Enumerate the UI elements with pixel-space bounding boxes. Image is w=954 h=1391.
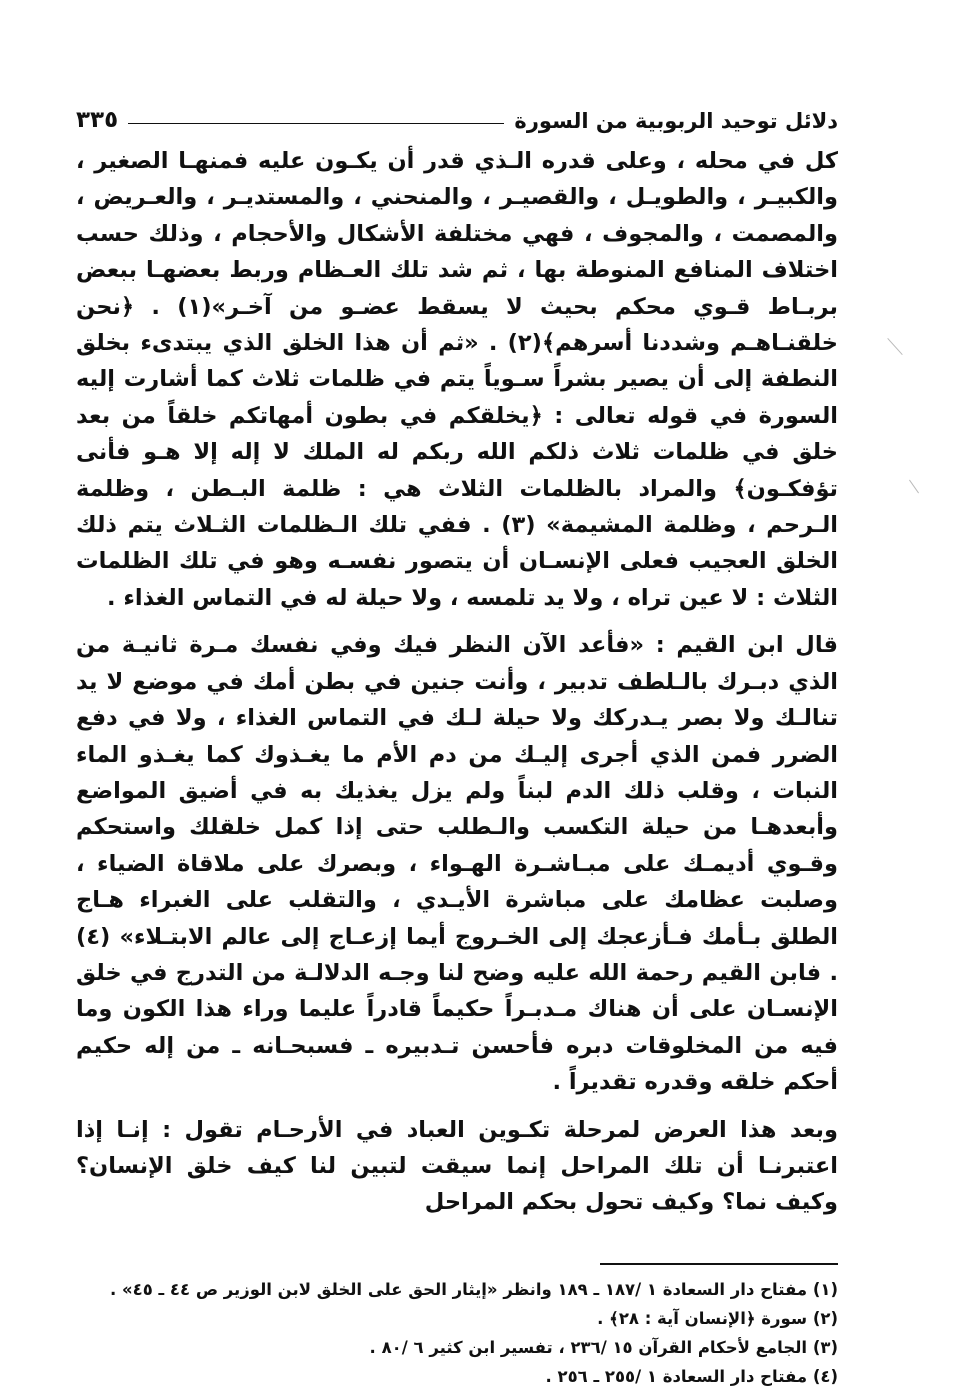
footnote-4: (٤) مفتاح دار السعادة ١ /٢٥٥ ـ ٢٥٦ .: [545, 1366, 838, 1386]
footnote-separator: [600, 1263, 838, 1265]
paragraph-2: قال ابن القيم : «فأعد الآن النظر فيك وفي نفسك مـرة ثانيـة من الذي دبـرك بالـلطف تدبير ، وأنت جنين في بطن أمك في موضع لا يد تنالـك ولا بصر يـدركك ولا حيلة لـك في التماس الغذاء ، ولا في دفع الضرر فمن الذي أجرى إليـك من دم الأم ما يغـذوك كما يغـذو الماء النبات ، وقلب ذلك الدم لبناً ولم يزل يغذيك به في أضيق المواضع وأبعدهـا من حيلة التكسب والـطلب حتى إذا كمل خلقلك واستحكم وقـوي أديمـك على مبـاشـرة الهـواء ، وبصرك على ملاقاة الضياء ، وصلبت عظامك على مباشرة الأيـدي ، والتقلب على الغبراء هـاج الطلق بـأمك فـأزعجك إلى الخـروج أيما إزعـاج إلى عالم الابتـلاء» (٤) . فابن القيم رحمة الله عليه وضح لنا وجـه الدلالـة من التدرج في خلق الإنسـان على أن هناك مـدبـراً حكيماً قادراً عليما وراء هذا الكون وما فيه من المخلوقات دبره فأحسن تـدبيره ـ فسبحـانه ـ من إله حكيم أحكم خلقه وقدره تقديراً .: [76, 632, 838, 1096]
page-number: ٣٣٥: [76, 107, 119, 133]
footnote-3: (٣) الجامع لأحكام القرآن ١٥ /٢٣٦ ، تفسير ابن كثير ٦ /٨٠ .: [369, 1337, 838, 1357]
footnotes-list: [76, 1275, 838, 1391]
running-title: دلائل توحيد الربوبية من السورة: [514, 109, 838, 133]
running-header: [76, 95, 838, 133]
scan-mark: [909, 480, 919, 494]
footnote-1: (١) مفتاح دار السعادة ١ /١٨٧ ـ ١٨٩ وانظر «إيثار الحق على الخلق لابن الوزير ص ٤٤ ـ ٤٥» .: [109, 1279, 838, 1299]
footnote-2: (٢) سورة ﴿الإنسان آية : ٢٨﴾ .: [597, 1308, 838, 1328]
scan-mark: [887, 338, 902, 355]
book-page: [76, 95, 838, 1391]
body-text: [76, 143, 838, 1221]
paragraph-1: كل في محله ، وعلى قدره الـذي قدر أن يكـون عليه فمنهـا الصغير ، والكبيـر ، والطويـل ، والقصيـر ، والمنحني ، والمستديـر ، والعـريض ، والمصمت ، والمجوف ، فهي مختلفة الأشكال والأحجام ، وذلك حسب اختلاف المنافع المنوطة بها ، ثم شد تلك العـظام وربط بعضهـا ببعض بربـاط قـوي محكم بحيث لا يسقط عضـو من آخـر»(١) . ﴿نحن خلقنـاهـم وشددنا أسرهم﴾(٢) . «ثم أن هذا الخلق الذي يبتدىء بخلق النطفة إلى أن يصير بشراً سـوياً يتم في ظلمات ثلاث كما أشارت إليه السورة في قوله تعالى : ﴿يخلقكم في بطون أمهاتكم خلقاً من بعد خلق في ظلمات ثلاث ذلكم الله ربكم له الملك لا إله إلا هـو فأنى تؤفكـون﴾ والمراد بالظلمات الثلاث هي : ظلمة البـطن ، وظلمة الـرحم ، وظلمة المشيمة» (٣) . ففي تلك الـظلمات الثـلاث يتم ذلك الخلق العجيب فعلى الإنسـان أن يتصور نفسـه وهو في تلك الظلمات الثلاث : لا عين تراه ، ولا يد تلمسه ، ولا حيلة له في التماس الغذاء .: [76, 148, 839, 611]
header-rule: [128, 123, 504, 124]
paragraph-3: وبعد هذا العرض لمرحلة تكـوين العباد في الأرحـام تقول : إنـا إذا اعتبرنـا أن تلك المراحل إنما سيقت لتبين لنا كيف خلق الإنسان؟ وكيف نما؟ وكيف تحول بحكم المراحل: [76, 1116, 838, 1216]
